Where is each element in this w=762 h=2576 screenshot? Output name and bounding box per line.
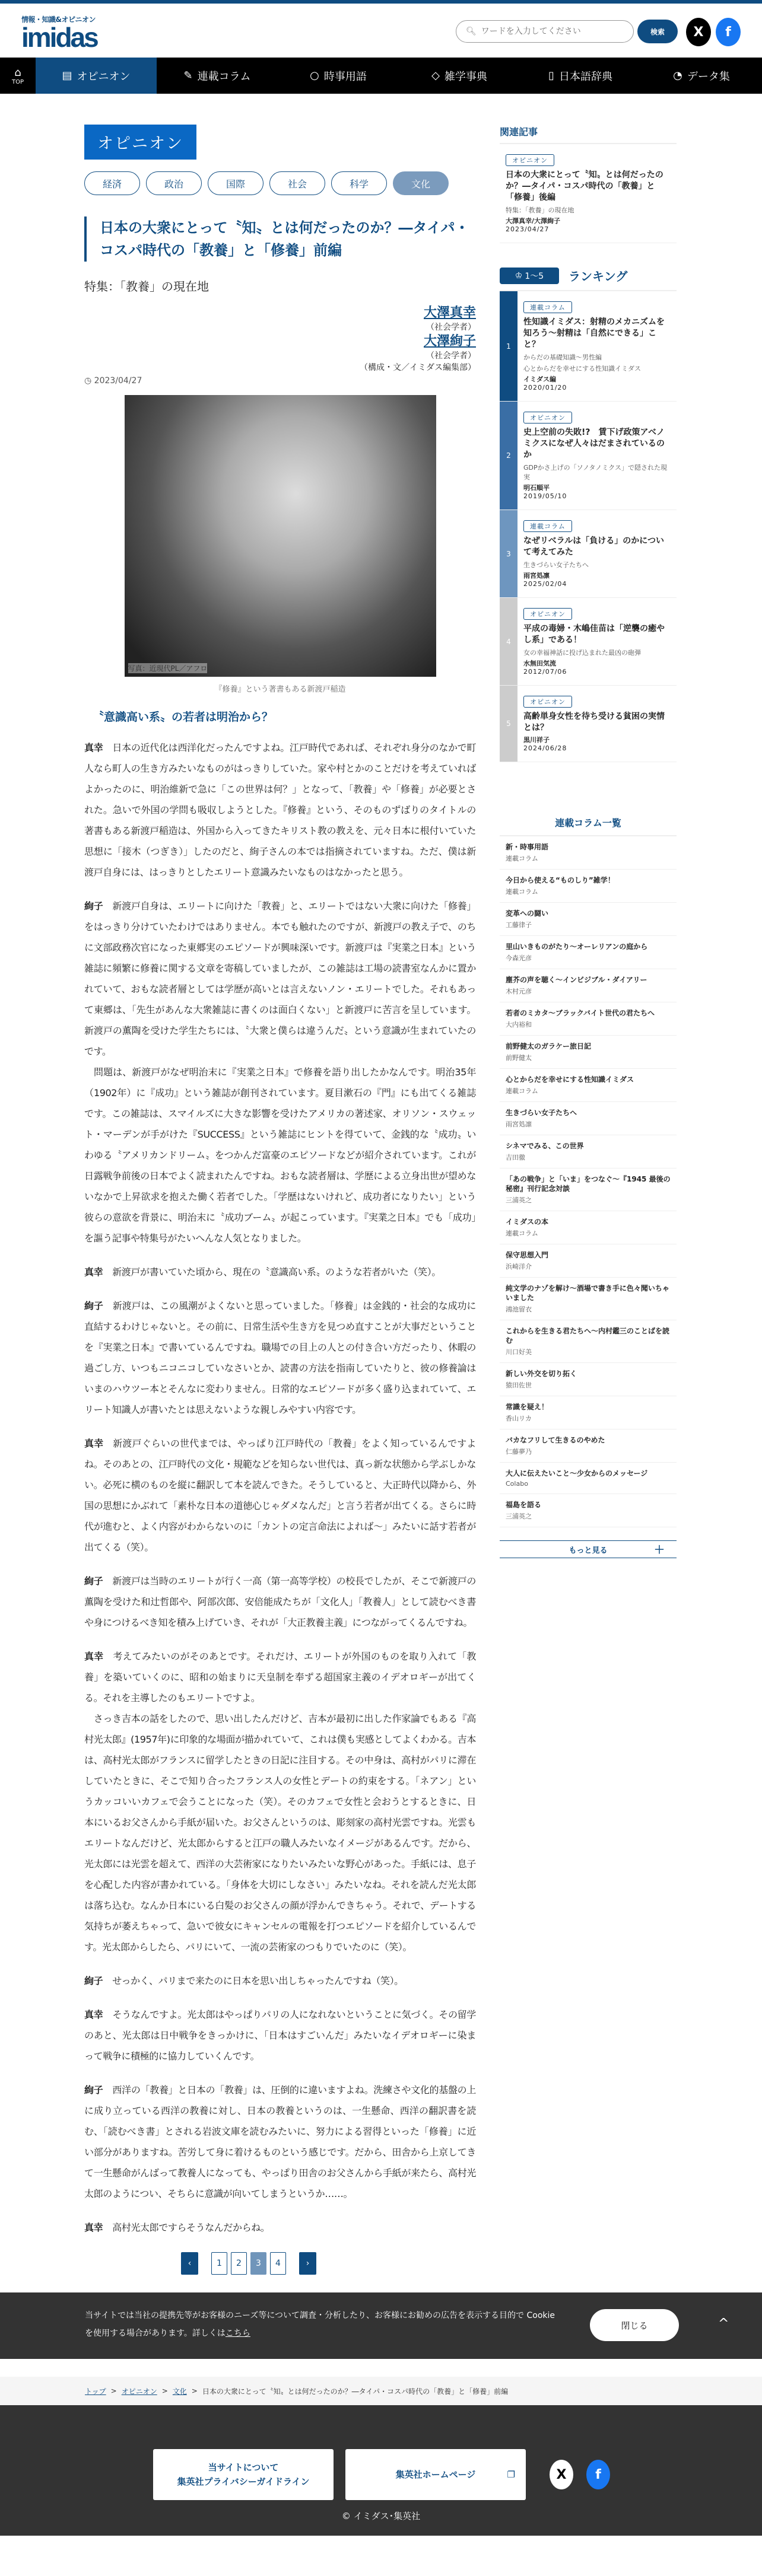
search-input[interactable] [481,27,624,36]
column-title: 前野健太のガラケー旅日記 [506,1042,592,1050]
paragraph-text: 新渡戸は、この風潮がよくないと思っていました。「修養」は金銭的・社会的な成功に直結するわけじゃないと。その前に、日常生活や生き方を見つめ直すことが大事だということを『実業之日本』で書いているんですね。職場での目上の人との付き合い方だったり、休暇の過ごし方、いつもニコニコしていなさいとか、読書の方法を指南していたりと、彼の修養論はいまのハウツー本とそんなに変わりません。日常的なエピソードが多く盛り込まれていて、エリート知識人が書いたとは思えないような親しみやすい内容です。 [84,1300,477,1415]
column-title: 心とからだを幸せにする性知識イミダス [506,1075,634,1084]
page-1[interactable]: 1 [211,2252,227,2275]
column-author: 川口好美 [506,1348,532,1356]
ranking-item[interactable] [500,598,677,686]
section-heading: 〝意識高い系〟の若者は明治から？ [93,711,274,724]
article-figure [125,395,436,694]
editor-credit: （構成・文／イミダス編集部） [360,363,476,372]
related-series: 特集：「教養」の現在地 [506,206,574,214]
breadcrumb-current: 日本の大衆にとって〝知〟とは何だったのか？―タイパ・コスパ時代の「教養」と「修養」前編 [202,2387,509,2396]
ranking-title: なぜリベラルは「負ける」のかについて考えてみた [523,536,665,557]
column-author: 三浦英之 [506,1513,532,1520]
footer-x-icon[interactable]: X [550,2460,573,2489]
about-label: 当サイトについて [208,2462,279,2473]
column-title: バカなフリして生きるのやめた [506,1436,605,1444]
column-item[interactable] [500,1320,677,1363]
scroll-top-icon[interactable]: ^ [718,2316,729,2331]
ranking-item[interactable] [500,291,677,402]
ranking-header [500,267,677,291]
next-page-button[interactable]: › [299,2252,316,2275]
column-item[interactable] [500,1244,677,1278]
pager-gap [202,2252,208,2275]
clock-icon: ◷ [84,376,94,386]
column-title: 大人に伝えたいこと～少女からのメッセージ [506,1469,648,1478]
about-button[interactable] [153,2449,334,2500]
nav-label: データ集 [687,70,730,83]
ranking-content [517,402,677,510]
paragraph-text: 新渡戸が書いていた頃から、現在の〝意識高い系〟のような若者がいた（笑）。 [112,1266,441,1278]
speaker-name: 真幸 [84,2222,103,2233]
ranking-title: 高齢単身女性を待ち受ける貧困の実情とは？ [523,712,665,733]
nav-label: 雑学事典 [444,70,487,83]
ranking-subtitle: 生きづらい女子たちへ [523,561,589,569]
column-title: シネマでみる、この世界 [506,1142,584,1150]
dialogue-paragraph [84,1295,476,1420]
ranking-list [500,291,677,762]
nav-top[interactable] [0,58,36,94]
ranking-content [517,686,677,762]
cookie-details-link[interactable]: こちら [225,2329,250,2338]
crown-icon: ♔ [515,270,523,281]
paragraph-text: 新渡戸は当時のエリートが行く一高（第一高等学校）の校長でしたが、そこで新渡戸の薫陶を受けた和辻哲郎や、阿部次郎、安倍能成たちが「文化人」「教養人」として読むべき書や身につけるべき知を積み上げていき、それが「大正教養主義」につながってくるんですね。 [84,1575,476,1628]
column-author: 木村元彦 [506,988,532,995]
sidebar [500,125,677,1558]
speaker-name: 真幸 [84,1651,104,1662]
speaker-name: 真幸 [84,742,103,753]
dialogue-paragraph [84,2217,476,2238]
ranking-title: 史上空前の失敗!? 賃下げ政策アベノミクスになぜ人々はだまされているのか [523,428,665,460]
plus-icon: ＋ [654,1544,665,1556]
column-author: 浜崎洋介 [506,1263,532,1271]
column-item[interactable] [500,1363,677,1396]
external-link-icon: ❐ [507,2469,515,2480]
logo-tagline: 情報・知識&オピニオン [21,15,96,24]
rank-number: 5 [500,686,517,762]
ranking-author: 水無田気流 [523,660,556,667]
ranking-subtitle: 女の幸福神話に投げ込まれた最凶の砲弾 [523,649,641,657]
column-item[interactable] [500,969,677,1002]
ranking-date: 2025/02/04 [523,580,567,588]
author-role: （社会学者） [426,323,476,332]
related-title: 日本の大衆にとって〝知〟とは何だったのか？―タイパ・コスパ時代の「教養」と「修養」後編 [506,170,663,202]
column-item[interactable] [500,1396,677,1429]
site-header [0,4,762,58]
column-title: 今日から使える“ものしり”雑学！ [506,876,615,884]
column-item[interactable] [500,1211,677,1244]
column-author: 連載コラム [506,1230,538,1237]
column-item[interactable] [500,870,677,903]
breadcrumb-link[interactable]: 文化 [172,2387,187,2396]
ranking-label: ランキング [569,269,628,284]
ranking-date: 2012/07/06 [523,668,567,676]
diamond-icon: ◇ [431,69,440,82]
speaker-name: 真幸 [84,1438,104,1449]
nav-opinion[interactable] [36,58,157,94]
column-author: 吉田徹 [506,1154,525,1161]
column-title: 里山いきものがたり～オーレリアンの庭から [506,942,648,951]
nav-label: 時事用語 [323,70,367,83]
ranking-series: 心とからだを幸せにする性知識イミダス [523,365,641,372]
article-column [84,125,476,2275]
privacy-label: 集英社プライバシーガイドライン [177,2476,310,2487]
more-label: もっと見る [569,1546,608,1555]
tag-国際[interactable]: 国際 [208,171,263,195]
column-author: 雨宮処凛 [506,1120,532,1128]
column-item[interactable] [500,936,677,969]
column-title: イミダスの本 [506,1218,549,1226]
column-author: 大内裕和 [506,1021,532,1029]
column-author: 鴻池留衣 [506,1305,532,1313]
ranking-item[interactable] [500,510,677,598]
column-author: 今森光彦 [506,954,532,962]
columns-heading: 連載コラム一覧 [500,816,677,836]
ranking-author: 明石順平 [523,484,550,492]
facebook-icon[interactable]: f [716,18,741,46]
column-title: 新しい外交を切り拓く [506,1370,577,1378]
ranking-title: 平成の毒婦・木嶋佳苗は「逆襲の癒やし系」である！ [523,624,665,645]
breadcrumb-link[interactable]: オピニオン [121,2387,157,2396]
site-footer [0,2405,762,2536]
dialogue-paragraph [84,1433,476,1558]
paragraph-text: 高村光太郎ですらそうなんだからね。 [112,2222,270,2233]
category-badge: オピニオン [523,412,572,424]
shueisha-home-button[interactable] [345,2449,526,2500]
column-author: Colabo [506,1480,528,1488]
author-role: （社会学者） [426,351,476,361]
column-title: 純文学のナゾを解け～酒場で書き手に色々聞いちゃいました [506,1284,669,1302]
logo-text: imidas [21,22,97,53]
column-item[interactable] [500,836,677,870]
dialogue-paragraph [84,2004,476,2066]
ranking-subtitle: GDPかさ上げの「ソノタノミクス」で隠された現実 [523,464,667,481]
category-badge: オピニオン [506,154,554,166]
ranking-content [517,510,677,597]
breadcrumb [0,2377,762,2405]
breadcrumb-separator: > [161,2387,168,2395]
page-4[interactable]: 4 [270,2252,286,2275]
column-title: 新・時事用語 [506,843,549,851]
breadcrumb-link[interactable]: トップ [85,2387,106,2396]
magnifier-icon: ○ [310,69,319,82]
ranking-author: 雨宮処凛 [523,572,550,579]
author-link[interactable]: 大澤真幸 [423,305,476,320]
rank-number: 1 [500,291,517,401]
column-author: 猿田佐世 [506,1381,532,1389]
book-icon: ▯ [548,69,554,82]
speaker-name: 絢子 [84,2084,103,2096]
nav-label: 連載コラム [197,70,251,83]
column-item[interactable] [500,1429,677,1463]
opinion-icon: ▤ [62,69,72,82]
column-title: 塵芥の声を聴く～インビジブル・ダイアリー [506,976,647,984]
rank-number: 2 [500,402,517,510]
ranking-item[interactable] [500,686,677,762]
pagination [181,2252,476,2275]
column-title: 生きづらい女子たちへ [506,1109,577,1117]
breadcrumb-separator: > [110,2387,117,2395]
home-icon: ⌂ [14,66,21,79]
ranking-item[interactable] [500,402,677,510]
cookie-text [85,2307,566,2342]
rank-number: 4 [500,598,517,685]
ranking-tab[interactable] [500,268,559,284]
related-article[interactable] [500,144,677,243]
more-button[interactable] [500,1540,677,1558]
breadcrumb-separator: > [191,2387,198,2395]
dialogue-paragraph [84,737,476,883]
publish-date [84,376,476,386]
speaker-name: 真幸 [84,1266,103,1278]
category-badge: オピニオン [523,608,572,620]
dialogue-paragraph [84,1571,476,1633]
column-title: 常識を疑え！ [506,1403,549,1411]
dialogue-paragraph [84,1646,476,1957]
cookie-banner [0,2292,762,2359]
paragraph-text: 新渡戸自身は、エリートに向けた「教養」と、エリートではない大衆に向けた「修養」をはっきり分けていたわけではありません。本でも触れたのですが、新渡戸の教え子で、のちに文部政務次官になった東郷実のエピソードが興味深いです。新渡戸は『実業之日本』という雑誌に頻繁に修養に関する文章を寄稿していましたが、この雑誌は工場の読書室なんかに置かれていて、おもな読者層としては学歴が高いとは言えないノン・エリートでした。それもあって東郷は、「先生があんな大衆雑誌に書くのは面白くない」と新渡戸に苦言を呈しています。新渡戸の薫陶を受けた学生たちには、〝大衆と僕らは違うんだ〟という意識が生まれていたのです。 問題は、新渡戸がなぜ明治末に『実業之日本』で修養を語り出したかなんです。明治35年（1902年）に『成功』という雑誌が創刊されています。夏目漱石の『門』にも出てくる雑誌です。この雑誌は、スマイルズに大きな影響を受けたアメリカの著述家、オリソン・スウェット・マーデンが手がけた『SUCCESS』という雑誌にヒントを得ていて、金銭的な〝成功〟いわゆる〝アメリカンドリーム〟をつかんだ富豪のエピソードなどが紹介されています。これが日露戦争前後の日本でよく読まれたんですね。おもな読者層は、学歴による立身出世が望めないなかで上昇欲求を抱えた働く若者でした。「学歴はないけれど、成功者になりたい」という彼らの意欲を背景に、明治末に〝成功ブーム〟が起こっています。『実業之日本』でも「成功」を謳う記事や特集号がたいへんな人気となりました。 [84,900,476,1244]
column-item[interactable] [500,1102,677,1135]
paragraph-text: 考えてみたいのがそのあとです。それだけ、エリートが外国のものを取り入れて「教養」を築いていくのに、昭和の始まりに天皇制を奉ずる超国家主義のイデオロギーが出てくる。それを主導したのもエリートですよ。 さっき吉本の話をしたので、思い出したんだけど、吉本が最初に出した作家論でもある『高村光太郎』(1957年)に印象的な場面が描かれていて、これは僕も実感としてよくわかる。吉本は、高村光太郎がフランスに留学したときの日記に注目する。その中身は、高村がパリに滞在していたときに、そこで知り合ったフランス人の女性とデートの約束をする。「ネアン」というカッコいいカフェで会うことになった（笑）。そのカフェで女性と会おうとするときに、日本にいるお父さんから手紙が届いた。お父さんというのは、彫刻家の高村光雲ですね。光雲もエリートなんだけど、光太郎からすると江戸の職人みたいなイメージがあるんです。だから、光太郎には光雲を超えて、西洋の大芸術家になりたいみたいな野心があった。手紙には、息子を心配した内容が書かれている。「身体を大切にしなさい」みたいなね。それを読んだ光太郎は落ち込む。なんか日本にいる白髪のお父さんの顔が浮かんできちゃう。それで、デートする気持ちが萎えちゃって、急いで彼女にキャンセルの電報を打つエピソードを紹介しているんです。光太郎からしたら、パリにいて、一流の芸術家のつもりでいたのに（笑）。 [84,1651,476,1953]
column-author: 香山リカ [506,1415,532,1422]
copyright: © イミダス･集英社 [341,2511,421,2521]
page-3[interactable]: 3 [250,2252,266,2275]
rank-number: 3 [500,510,517,597]
prev-page-button[interactable]: ‹ [181,2252,198,2275]
category-badge: 連載コラム [523,520,572,532]
column-author: 仁藤夢乃 [506,1448,532,1456]
ranking-date: 2024/06/28 [523,744,567,752]
column-title: 「あの戦争」と「いま」をつなぐ～『1945 最後の秘密』刊行記念対談 [506,1175,671,1193]
category-badge: オピニオン [523,696,572,708]
column-item[interactable] [500,1278,677,1320]
speaker-name: 絢子 [84,1575,103,1587]
column-author: 工藤律子 [506,921,532,929]
page-title: 日本の大衆にとって〝知〟とは何だったのか？―タイパ・コスパ時代の「教養」と「修養」前編 [84,216,476,262]
nav-top-label: TOP [11,78,24,85]
homepage-label: 集英社ホームページ [395,2469,476,2480]
tag-政治[interactable]: 政治 [146,171,202,195]
article-body [84,737,476,2238]
ranking-date: 2020/01/20 [523,384,567,391]
nav-column[interactable] [157,58,278,94]
main-nav [0,58,762,94]
ranking-subtitle: からだの基礎知識～男性編 [523,354,602,361]
author-block [84,305,476,374]
column-item[interactable] [500,1168,677,1211]
dialogue-paragraph [84,2080,476,2204]
related-date: 2023/04/27 [506,225,550,233]
pie-chart-icon: ◔ [673,69,682,82]
nav-trivia[interactable] [399,58,520,94]
series-name: 特集：「教養」の現在地 [84,279,209,294]
column-title: 若者のミカタ～ブラックバイト世代の君たちへ [506,1009,655,1017]
footer-facebook-icon[interactable]: f [586,2460,610,2489]
ranking-author: 黒川祥子 [523,736,550,744]
column-author: 連載コラム [506,1087,538,1095]
column-title: これからを生きる君たちへ～内村鑑三のことばを読む [506,1327,670,1345]
nav-data[interactable] [641,58,762,94]
paragraph-text: 西洋の「教養」と日本の「教養」は、圧倒的に違いますよね。洗練さや文化的基盤の上に成り立っている西洋の教養に対し、日本の教養というのは、一生懸命、西洋の翻訳書を読む、「読むべき書」とされる岩波文庫を読むみたいに、努力による習得といった「修養」に近い部分がありますね。苦労して身に着けるものという感じです。だから、田舎から上京してきて一生懸命がんばって教養人になっても、やっぱり田舎のお父さんから手紙が来たら、高村光太郎のようについ、そちらに意識が向いてしまうというか……。 [84,2084,476,2199]
ranking-author: イミダス編 [523,375,556,383]
pager-gap [290,2252,296,2275]
paragraph-text: せっかく、パリまで来たのに日本を思い出しちゃったんですね（笑）。 [112,1975,404,1986]
search-button[interactable]: 検索 [637,20,678,43]
ranking-date: 2019/05/10 [523,492,567,500]
x-icon[interactable]: X [686,18,711,46]
author-link[interactable]: 大澤絢子 [423,334,476,349]
page-2[interactable]: 2 [231,2252,247,2275]
photo-caption: 『修養』という著書もある新渡戸稲造 [214,685,346,694]
column-title: 福島を語る [506,1501,542,1509]
cookie-message: 当サイトでは当社の提携先等がお客様のニーズ等について調査・分析したり、お客様にお勧めの広告を表示する目的で Cookie を使用する場合があります。詳しくは [85,2311,555,2338]
columns-list [500,836,677,1527]
column-author: 三浦英之 [506,1196,532,1204]
category-badge: 連載コラム [523,301,572,313]
tag-科学[interactable]: 科学 [331,171,387,195]
column-item[interactable] [500,1494,677,1527]
ranking-range: 1～5 [525,271,544,281]
portrait-photo [125,395,436,677]
site-logo[interactable] [21,14,97,53]
photo-credit: 写真：近現代PL／アフロ [128,664,208,673]
search-box [456,20,634,43]
column-item[interactable] [500,1463,677,1494]
dialogue-paragraph [84,1262,476,1282]
column-author: 連載コラム [506,888,538,896]
column-title: 変革への闘い [506,909,549,918]
paragraph-text: 新渡戸ぐらいの世代までは、やっぱり江戸時代の「教養」をよく知っているんですよね。そのあとの、江戸時代の文化・規範などを知らない世代は、真っ新な状態から学ぶしかない。必死に横のものを縦に翻訳して本を読んできた。そうしていると、大正時代以降から、外国の思想にかぶれて「素朴な日本の道徳心じゃダメなんだ」と言う若者が出てくる。さらに時代が進むと、よく内容がわからないのに「カントの定言命法によれば～」みたいに話す若者が出てくる（笑）。 [84,1438,476,1553]
date-text: 2023/04/27 [94,376,142,386]
column-author: 前野健太 [506,1054,532,1062]
ranking-content [517,598,677,685]
paragraph-text: そうなんですよ。光太郎はやっぱりパリの人になれないということに気づく。その留学のあと、光太郎は日中戦争をきっかけに、「日本はすごいんだ」みたいなイデオロギーに染まって戦争に積極的に協力していくんです。 [84,2009,476,2062]
tag-文化[interactable]: 文化 [393,171,449,195]
nav-label: オピニオン [77,70,131,83]
tag-社会[interactable]: 社会 [269,171,325,195]
search-icon: 🔍︎ [466,27,477,36]
speaker-name: 絢子 [84,1300,103,1311]
paragraph-text: 日本の近代化は西洋化だったんですよね。江戸時代であれば、それぞれ身分のなかで町人なら町人の生き方みたいなものがはっきりしていた。家や村とかのことだけを考えていればよかったのに、明治維新で急に「この世界は何？」となって、「教養」や「修養」が必要とされた。急いで外国の学問も吸収しようとした。『修養』という、そのものずばりのタイトルの著書もある新渡戸稲造は、外国から入ってきたキリスト教の教えを、元々日本に根付いていた思想に「接木（つぎき）」したのだと、絢子さんの本では指摘されていますね。ただ、僕は新渡戸自身には、はっきりとしたエリート意識みたいなものはなかったと思う。 [84,742,476,878]
column-item[interactable] [500,1069,677,1102]
ranking-content [517,291,677,401]
related-heading: 関連記事 [500,125,677,144]
column-author: 連載コラム [506,855,538,862]
pen-icon: ✎ [183,69,193,82]
speaker-name: 真幸 [84,2009,103,2020]
dialogue-paragraph [84,1970,476,1991]
speaker-name: 絢子 [84,1975,103,1986]
category-label: オピニオン [84,125,196,160]
column-item[interactable] [500,1002,677,1036]
dialogue-paragraph [84,896,476,1249]
nav-label: 日本語辞典 [558,70,612,83]
nav-dictionary[interactable] [520,58,641,94]
column-item[interactable] [500,1036,677,1069]
tag-経済[interactable]: 経済 [84,171,140,195]
cookie-close-button[interactable]: 閉じる [590,2309,679,2341]
nav-terms[interactable] [278,58,399,94]
genre-tags [84,171,476,195]
column-title: 保守思想入門 [506,1251,549,1259]
related-author: 大澤真幸/大澤絢子 [506,217,561,225]
ranking-title: 性知識イミダス：射精のメカニズムを知ろう～射精は「自然にできる」こと？ [523,317,665,349]
speaker-name: 絢子 [84,900,103,912]
column-item[interactable] [500,903,677,936]
column-item[interactable] [500,1135,677,1168]
